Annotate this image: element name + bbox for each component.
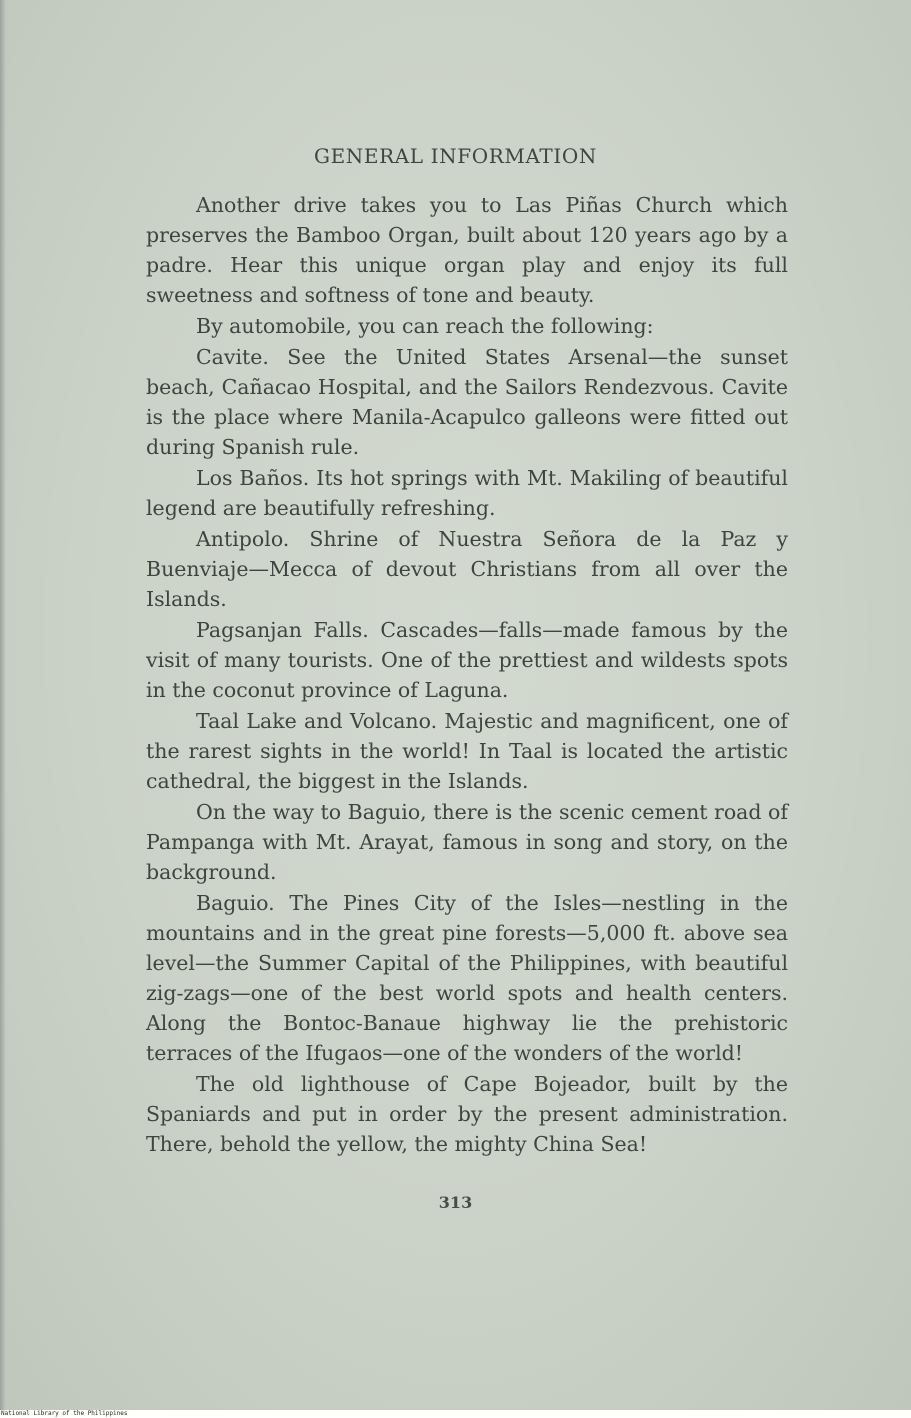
running-head: GENERAL INFORMATION bbox=[314, 144, 597, 168]
body-text bbox=[146, 190, 788, 1160]
library-credit: National Library of the Philippines bbox=[1, 1410, 128, 1417]
paragraph: By automobile, you can reach the following: bbox=[196, 314, 654, 338]
paragraph: Taal Lake and Volcano. Majestic and magnificent, one of the rarest sights in the world! In Taal is located the artistic cathedral, the biggest in the Islands. bbox=[146, 709, 788, 793]
paragraph: Pagsanjan Falls. Cascades—falls—made famous by the visit of many tourists. One of the prettiest and wildests spots in the coconut province of Laguna. bbox=[146, 618, 788, 702]
paragraph: Antipolo. Shrine of Nuestra Señora de la Paz y Buenviaje—Mecca of devout Christians from all over the Islands. bbox=[146, 527, 788, 611]
paragraph: Baguio. The Pines City of the Isles—nestling in the mountains and in the great pine forests—5,000 ft. above sea level—the Summer Capital of the Philippines, with beautiful zig-zags—one of the best world spots and health centers. Along the Bontoc-Banaue highway lie the prehistoric terraces of the Ifugaos—one of the wonders of the world! bbox=[146, 891, 788, 1065]
paragraph: The old lighthouse of Cape Bojeador, built by the Spaniards and put in order by the present administration. There, behold the yellow, the mighty China Sea! bbox=[146, 1072, 788, 1156]
paragraph: Another drive takes you to Las Piñas Church which preserves the Bamboo Organ, built about 120 years ago by a padre. Hear this unique organ play and enjoy its full sweetness and softness of tone and beauty. bbox=[146, 193, 788, 307]
paragraph: Cavite. See the United States Arsenal—the sunset beach, Cañacao Hospital, and the Sailors Rendezvous. Cavite is the place where Manila-Acapulco galleons were fitted out during Spanish rule. bbox=[146, 345, 788, 459]
page-number: 313 bbox=[438, 1193, 473, 1212]
paragraph: Los Baños. Its hot springs with Mt. Makiling of beautiful legend are beautifully refreshing. bbox=[146, 466, 788, 520]
paragraph: On the way to Baguio, there is the scenic cement road of Pampanga with Mt. Arayat, famous in song and story, on the background. bbox=[146, 800, 788, 884]
credit-strip bbox=[0, 1410, 911, 1418]
